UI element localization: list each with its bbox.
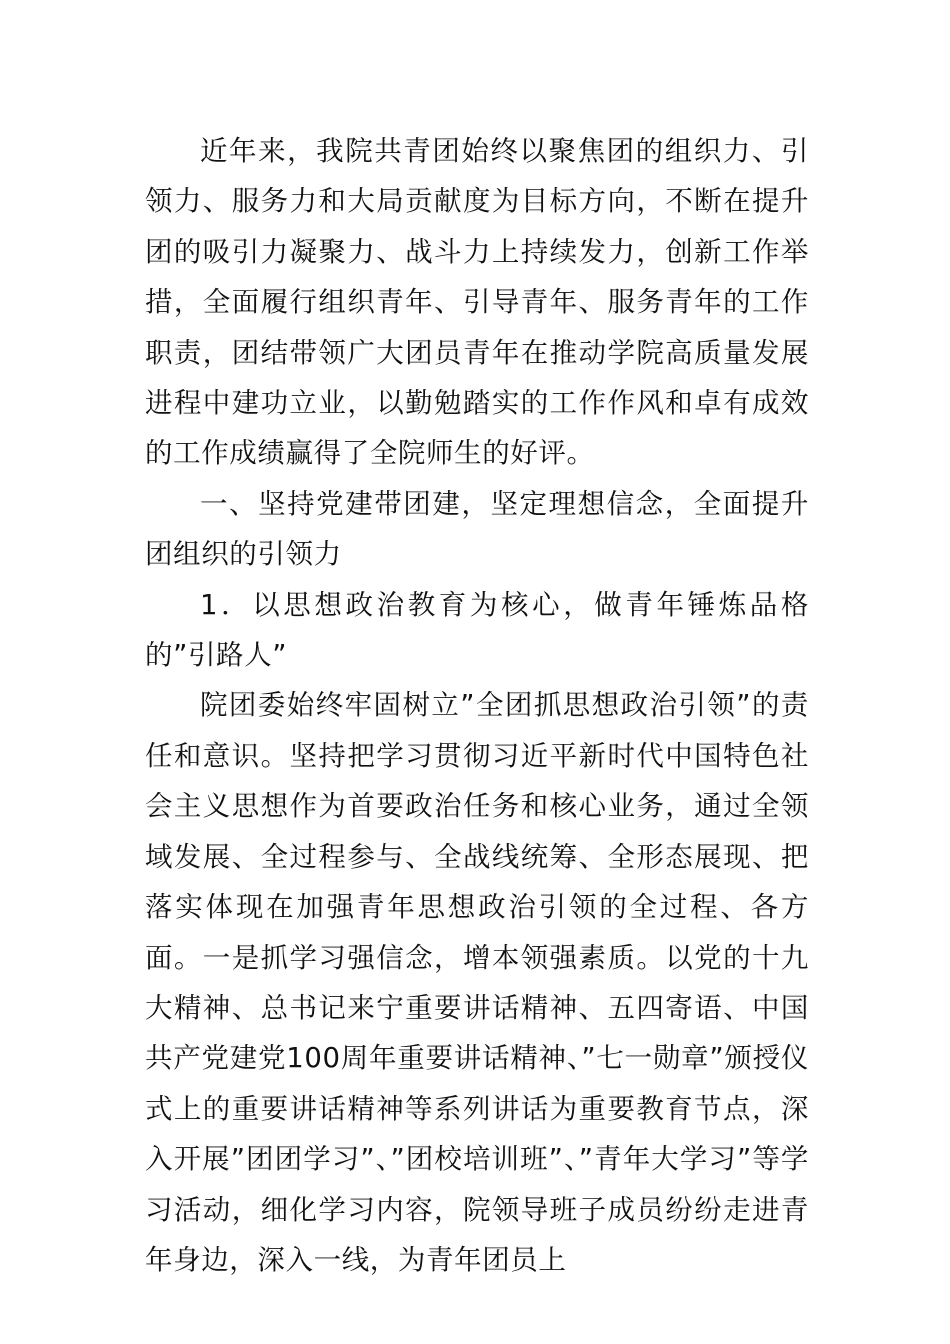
section-heading-1: 一、坚持党建带团建，坚定理想信念，全面提升团组织的引领力 <box>145 487 809 571</box>
subsection-heading-1-1: 1．以思想政治教育为核心，做青年锤炼品格的”引路人” <box>145 588 809 672</box>
document-body <box>145 126 809 1285</box>
body-paragraph-1-1: 院团委始终牢固树立”全团抓思想政治引领”的责任和意识。坚持把学习贯彻习近平新时代中国特色社会主义思想作为首要政治任务和核心业务，通过全领域发展、全过程参与、全战线统筹、全形态展现、把落实体现在加强青年思想政治引领的全过程、各方面。一是抓学习强信念，增本领强素质。以党的十九大精神、总书记来宁重要讲话精神、五四寄语、中国共产党建党100周年重要讲话精神、”七一勋章”颁授仪式上的重要讲话精神等系列讲话为重要教育节点，深入开展”团团学习”、”团校培训班”、”青年大学习”等学习活动，细化学习内容，院领导班子成员纷纷走进青年身边，深入一线，为青年团员上 <box>145 689 809 1276</box>
intro-paragraph: 近年来，我院共青团始终以聚焦团的组织力、引领力、服务力和大局贡献度为目标方向，不断在提升团的吸引力凝聚力、战斗力上持续发力，创新工作举措，全面履行组织青年、引导青年、服务青年的工作职责，团结带领广大团员青年在推动学院高质量发展进程中建功立业，以勤勉踏实的工作作风和卓有成效的工作成绩赢得了全院师生的好评。 <box>145 135 809 470</box>
